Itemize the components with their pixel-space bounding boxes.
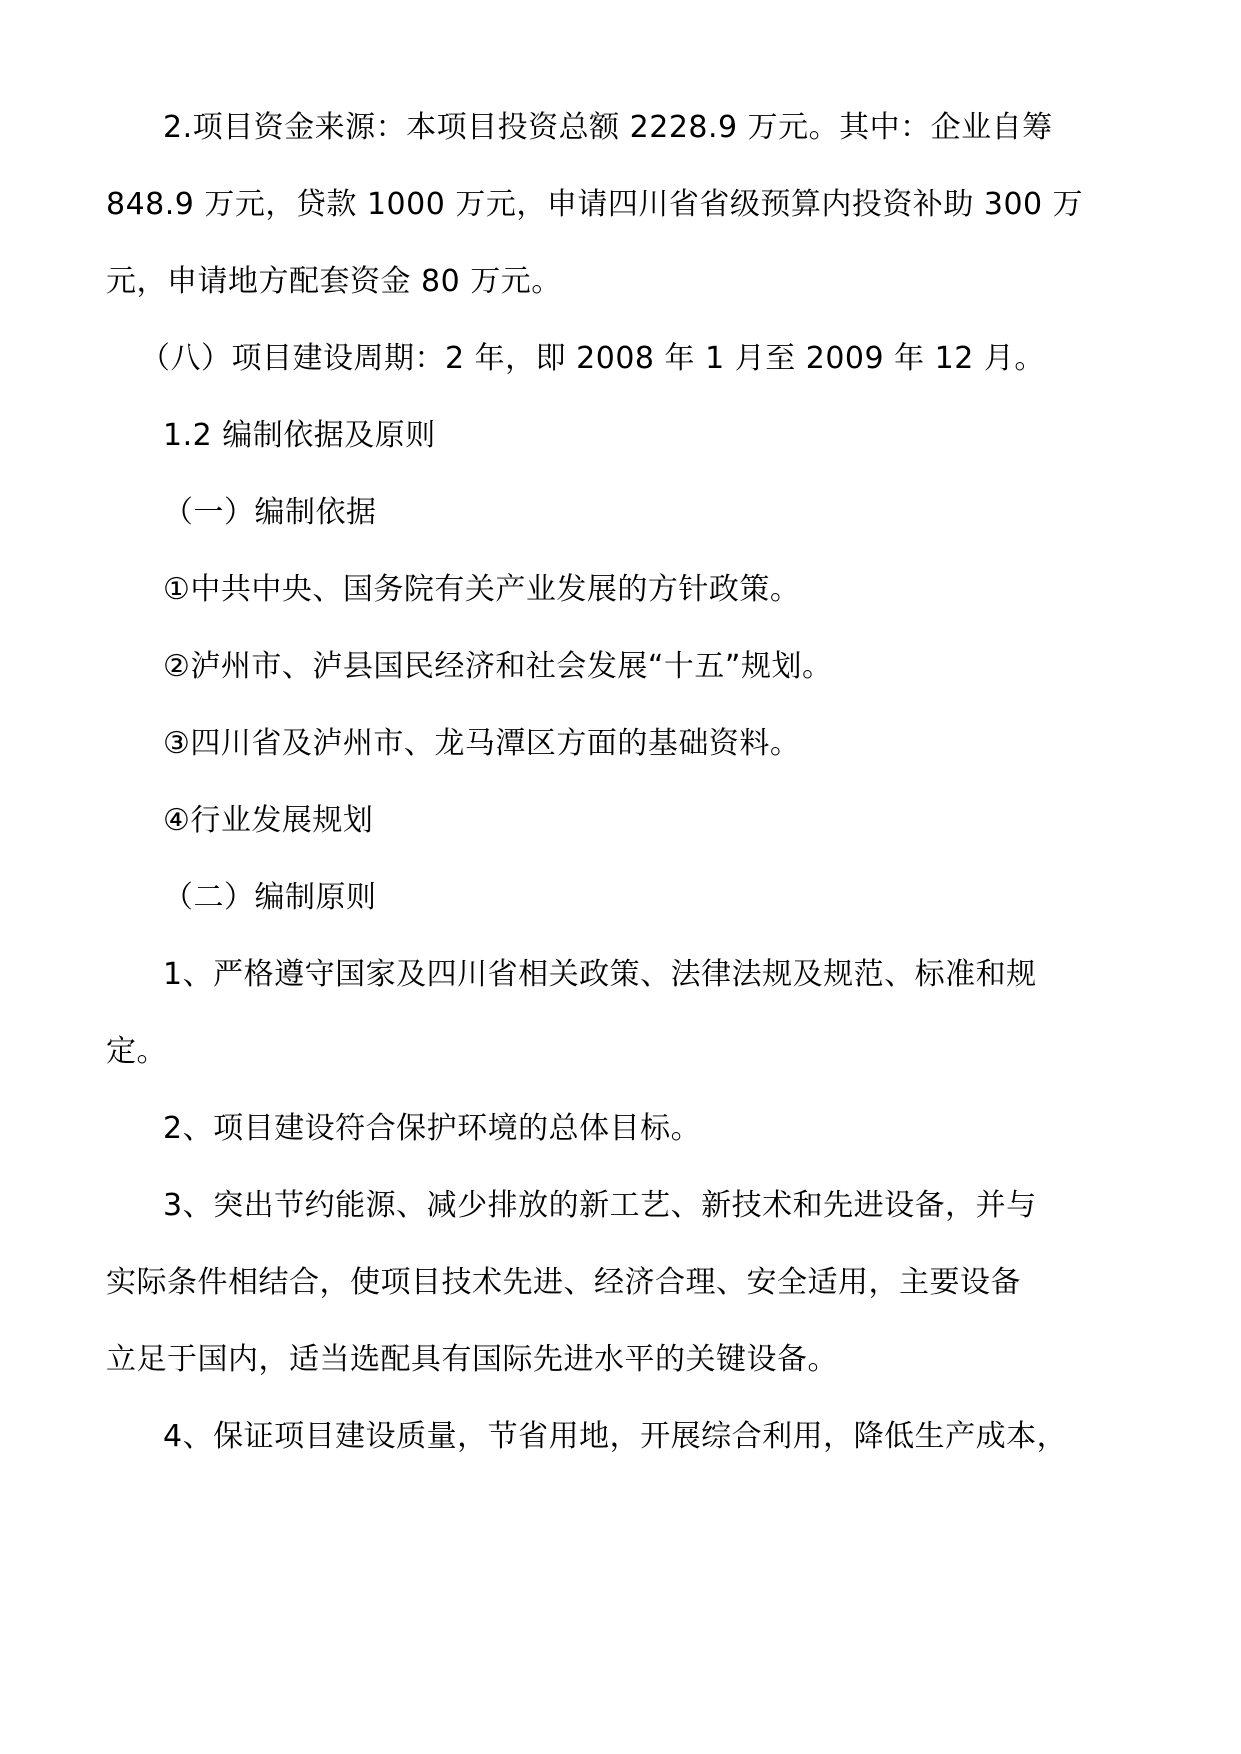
principle-3-line-2: 实际条件相结合，使项目技术先进、经济合理、安全适用，主要设备 xyxy=(106,1265,1021,1300)
principle-1-line-2: 定。 xyxy=(106,1034,167,1069)
basis-item-2: ②泸州市、泸县国民经济和社会发展“十五”规划。 xyxy=(163,649,833,684)
principle-3-line-3: 立足于国内，适当选配具有国际先进水平的关键设备。 xyxy=(106,1342,838,1377)
funding-source-line-2: 848.9 万元，贷款 1000 万元，申请四川省省级预算内投资补助 300 万 xyxy=(106,187,1084,222)
principle-2-line: 2、项目建设符合保护环境的总体目标。 xyxy=(163,1111,702,1146)
basis-item-1: ①中共中央、国务院有关产业发展的方针政策。 xyxy=(163,572,801,607)
section-heading: 1.2 编制依据及原则 xyxy=(163,418,436,453)
principle-4-line-1: 4、保证项目建设质量，节省用地，开展综合利用，降低生产成本， xyxy=(163,1419,1068,1454)
principle-1-line-1: 1、严格遵守国家及四川省相关政策、法律法规及规范、标准和规 xyxy=(163,957,1037,992)
principle-3-line-1: 3、突出节约能源、减少排放的新工艺、新技术和先进设备，并与 xyxy=(163,1188,1037,1223)
basis-item-3: ③四川省及泸州市、龙马潭区方面的基础资料。 xyxy=(163,726,801,761)
principles-heading: （二）编制原则 xyxy=(163,880,377,915)
funding-source-line-3: 元，申请地方配套资金 80 万元。 xyxy=(106,264,562,299)
basis-item-4: ④行业发展规划 xyxy=(163,803,374,838)
funding-source-line-1: 2.项目资金来源：本项目投资总额 2228.9 万元。其中：企业自筹 xyxy=(163,110,1053,145)
basis-heading: （一）编制依据 xyxy=(163,495,377,530)
construction-period-line: （八）项目建设周期：2 年，即 2008 年 1 月至 2009 年 12 月。 xyxy=(140,341,1045,376)
